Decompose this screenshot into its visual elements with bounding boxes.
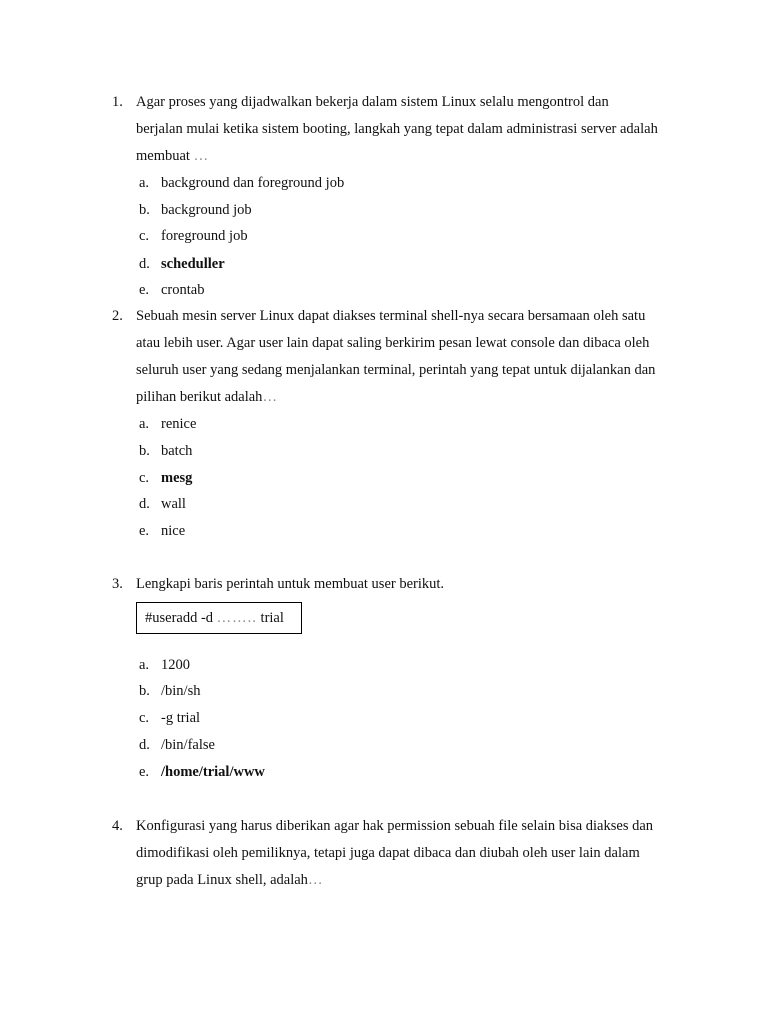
option-letter: c.	[139, 470, 150, 486]
option-letter: d.	[139, 256, 150, 272]
question-text-line: berjalan mulai ketika sistem booting, langkah yang tepat dalam administrasi server adalah	[136, 121, 658, 137]
option-text-correct: /home/trial/www	[161, 764, 265, 780]
question-text-line: Lengkapi baris perintah untuk membuat user berikut.	[136, 576, 445, 592]
option-letter: b.	[139, 443, 150, 459]
option-text-correct: mesg	[161, 470, 193, 486]
option-text: batch	[161, 443, 193, 459]
option-text-correct: scheduller	[161, 256, 225, 272]
question-text-line: seluruh user yang sedang menjalankan terminal, perintah yang tepat untuk dijalankan dan	[136, 362, 656, 378]
question-text-line: membuat …	[136, 148, 210, 164]
blank-dots: ……..	[216, 610, 257, 626]
option-text: background job	[161, 202, 252, 218]
question-text-line: Agar proses yang dijadwalkan bekerja dalam sistem Linux selalu mengontrol dan	[136, 94, 609, 110]
option-text: nice	[161, 523, 186, 539]
option-letter: d.	[139, 496, 150, 512]
question-text-line: pilihan berikut adalah…	[136, 389, 278, 405]
ellipsis: …	[262, 389, 278, 405]
option-text: /bin/sh	[161, 683, 201, 699]
option-text: /bin/false	[161, 737, 215, 753]
question-text-line: Sebuah mesin server Linux dapat diakses terminal shell-nya secara bersamaan oleh satu	[136, 308, 646, 324]
question-number: 4.	[112, 818, 123, 834]
option-letter: a.	[139, 416, 150, 432]
option-letter: a.	[139, 657, 150, 673]
option-letter: b.	[139, 202, 150, 218]
question-text-line: grup pada Linux shell, adalah…	[136, 872, 324, 888]
option-text: crontab	[161, 282, 205, 298]
option-text: background dan foreground job	[161, 175, 345, 191]
option-text: foreground job	[161, 228, 248, 244]
ellipsis: …	[193, 148, 210, 164]
option-letter: e.	[139, 282, 150, 298]
option-letter: c.	[139, 228, 150, 244]
option-text: wall	[161, 496, 186, 512]
option-text: renice	[161, 416, 197, 432]
ellipsis: …	[307, 872, 324, 888]
option-letter: d.	[139, 737, 150, 753]
command-box	[136, 602, 302, 634]
command-text: #useradd -d …….. trial	[145, 610, 284, 626]
question-text-line: dimodifikasi oleh pemiliknya, tetapi juga dapat dibaca dan diubah oleh user lain dalam	[136, 845, 640, 861]
option-letter: b.	[139, 683, 150, 699]
question-number: 1.	[112, 94, 123, 110]
option-letter: c.	[139, 710, 150, 726]
question-number: 3.	[112, 576, 123, 592]
option-text: 1200	[161, 657, 190, 673]
option-text: -g trial	[161, 710, 201, 726]
option-letter: e.	[139, 764, 150, 780]
option-letter: e.	[139, 523, 150, 539]
question-text-line: atau lebih user. Agar user lain dapat saling berkirim pesan lewat console dan dibaca oleh	[136, 335, 650, 351]
question-text-line: Konfigurasi yang harus diberikan agar hak permission sebuah file selain bisa diakses dan	[136, 818, 654, 834]
question-number: 2.	[112, 308, 123, 324]
option-letter: a.	[139, 175, 150, 191]
